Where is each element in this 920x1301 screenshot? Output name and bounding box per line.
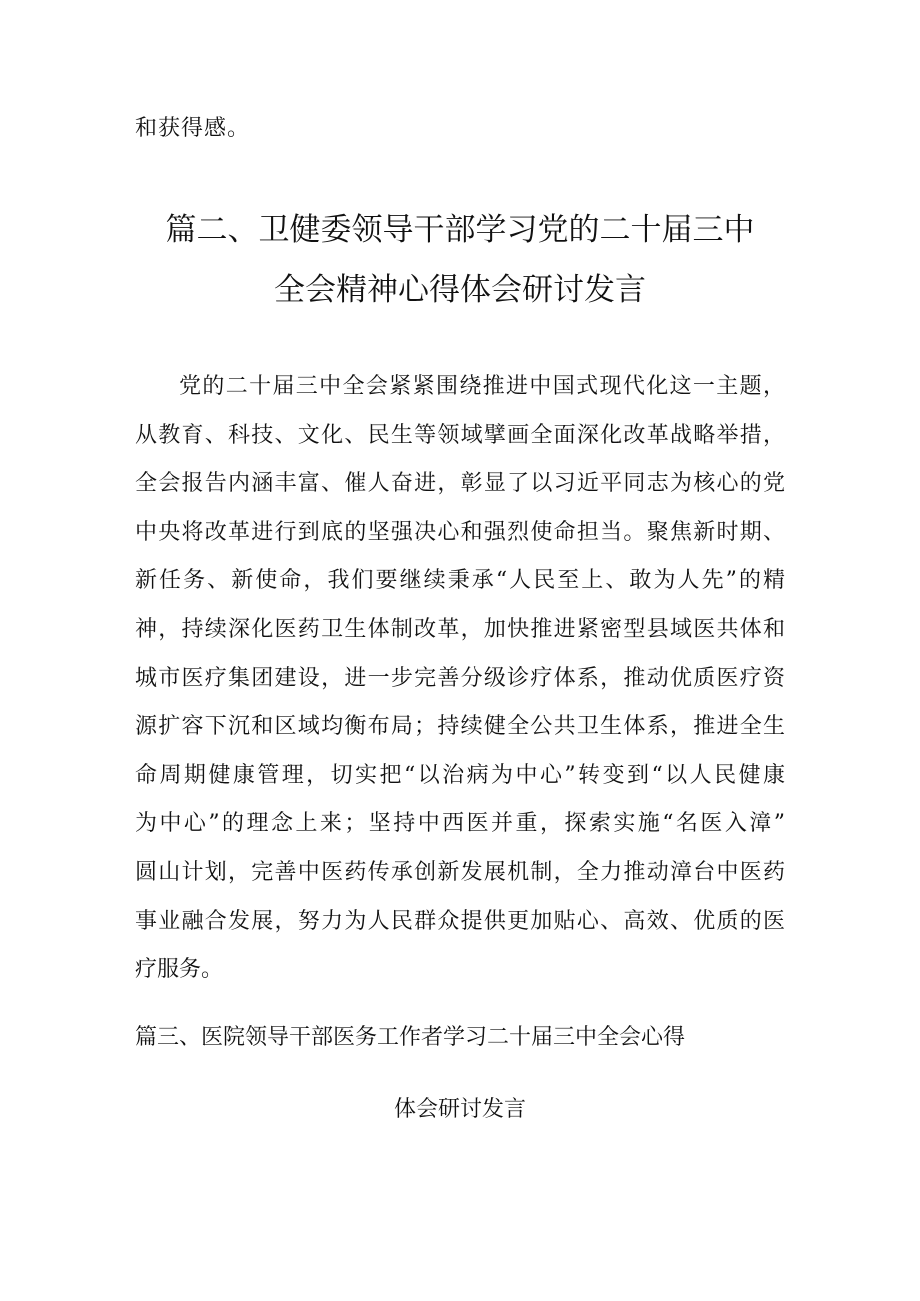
section3-title-line2: 体会研讨发言 (393, 1097, 526, 1122)
body-line: 党的二十届三中全会紧紧围绕推进中国式现代化这一主题， (179, 374, 785, 399)
section3-title-line1: 篇三、医院领导干部医务工作者学习二十届三中全会心得 (135, 1025, 686, 1050)
section2-title (120, 200, 800, 320)
section2-title-line: 篇二、卫健委领导干部学习党的二十届三中 (165, 212, 755, 248)
body-line: 事业融合发展，努力为人民群众提供更加贴心、高效、优质的医 (135, 908, 785, 934)
body-line: 全会报告内涵丰富、催人奋进，彰显了以习近平同志为核心的党 (135, 471, 785, 497)
body-line: 疗服务。 (135, 957, 224, 983)
body-line: 从教育、科技、文化、民生等领域擘画全面深化改革战略举措， (135, 422, 785, 448)
body-line: 新任务、新使命，我们要继续秉承“人民至上、敢为人先”的精 (135, 568, 785, 594)
body-line: 城市医疗集团建设，进一步完善分级诊疗体系，推动优质医疗资 (135, 665, 785, 691)
body-line: 神，持续深化医药卫生体制改革，加快推进紧密型县域医共体和 (135, 616, 785, 642)
body-line: 为中心”的理念上来；坚持中西医并重，探索实施“名医入漳” (135, 811, 785, 837)
section2-body-paragraph (135, 363, 785, 995)
section2-title-line: 全会精神心得体会研讨发言 (274, 272, 646, 308)
body-line: 命周期健康管理，切实把“以治病为中心”转变到“以人民健康 (135, 762, 785, 788)
body-line: 中央将改革进行到底的坚强决心和强烈使命担当。聚焦新时期、 (135, 519, 785, 545)
body-line: 圆山计划，完善中医药传承创新发展机制，全力推动漳台中医药 (135, 859, 785, 885)
body-line: 源扩容下沉和区域均衡布局；持续健全公共卫生体系，推进全生 (135, 714, 785, 740)
continuation-text: 和获得感。 (135, 116, 251, 141)
